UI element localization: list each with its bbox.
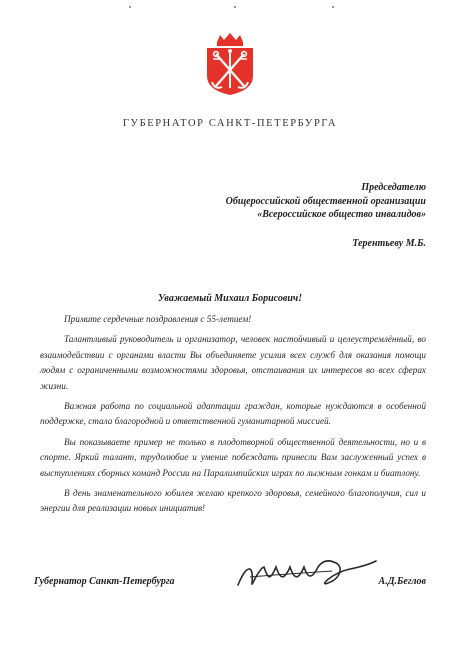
body-paragraph: Примите сердечные поздравления с 55-летием!: [64, 314, 252, 324]
addressee-line: «Всероссийское общество инвалидов»: [257, 209, 426, 220]
addressee-line: Общероссийской общественной организации: [225, 195, 426, 207]
governor-header: ГУБЕРНАТОР САНКТ-ПЕТЕРБУРГА: [122, 118, 338, 129]
signature-title: Губернатор Санкт-Петербурга: [34, 576, 175, 587]
signature-name: А.Д.Беглов: [378, 576, 426, 587]
handwritten-signature-icon: [232, 555, 382, 595]
addressee-line: Председателю: [361, 182, 426, 193]
scan-speck: [332, 6, 334, 8]
scan-speck: [234, 6, 236, 8]
scan-speck: [129, 6, 131, 8]
body-paragraph: Талантливый руководитель и организатор, человек настойчивый и целеустремлённый, во взаимодействии с органами власти Вы объединяете усилия всех служб для оказания помощи людям с ограниченными возможностями здоровья, отстаивания их интересов во всех сферах жизни.: [40, 334, 426, 391]
coat-of-arms-icon: [203, 32, 257, 96]
recipient-name: Терентьеву М.Б.: [352, 238, 426, 249]
addressee-block: [226, 181, 426, 222]
letter-body: [40, 312, 426, 522]
salutation: Уважаемый Михаил Борисович!: [157, 293, 303, 304]
body-paragraph: Вы показываете пример не только в плодотворной общественной деятельности, но и в спорте. Яркий талант, трудолюбие и умение побеждать принесли Вам заслуженный успех в выступлениях сборных команд России на Паралимпийских играх по лыжным гонкам и биатлону.: [40, 436, 426, 478]
body-paragraph: В день знаменательного юбилея желаю крепкого здоровья, семейного благополучия, сил и энергии для реализации новых инициатив!: [40, 488, 426, 514]
body-paragraph: Важная работа по социальной адаптации граждан, которые нуждаются в особенной поддержке, стала благородной и ответственной гуманитарной миссией.: [40, 401, 426, 427]
